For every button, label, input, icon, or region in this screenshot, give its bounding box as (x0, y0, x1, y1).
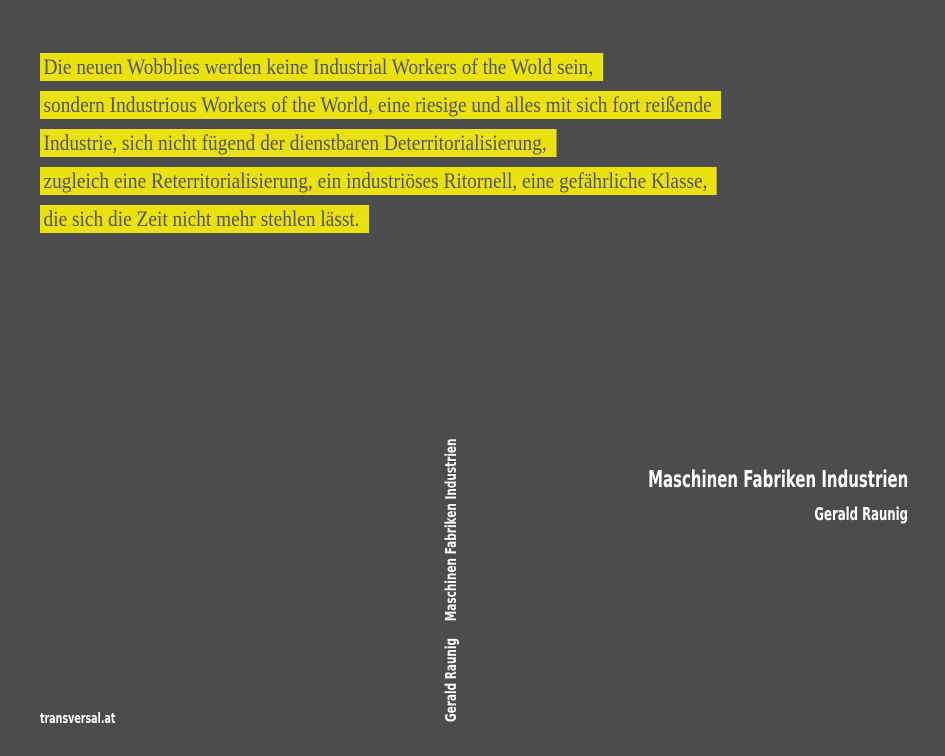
publisher-block (40, 708, 151, 727)
book-title: Maschinen Fabriken Industrien (647, 467, 908, 493)
quote-row (40, 53, 814, 81)
book-spine (441, 400, 461, 722)
book-author: Gerald Raunig (814, 504, 908, 525)
quote-row (40, 205, 814, 233)
quote-line-3: Industrie, sich nicht fügend der dienstbaren Deterritorialisierung, (40, 129, 556, 157)
publisher-label: transversal.at (40, 711, 116, 727)
quote-row (40, 129, 814, 157)
back-cover-quote (40, 53, 814, 243)
quote-line-4: zugleich eine Reterritorialisierung, ein industriöses Ritornell, eine gefährliche Klasse, (40, 167, 717, 195)
quote-line-5: die sich die Zeit nicht mehr stehlen lässt. (40, 205, 369, 233)
front-cover-title-block (508, 468, 908, 492)
quote-row (40, 91, 814, 119)
spine-author: Gerald Raunig (442, 637, 460, 722)
quote-row (40, 167, 814, 195)
quote-line-1: Die neuen Wobblies werden keine Industrial Workers of the Wold sein, (40, 53, 603, 81)
quote-line-2: sondern Industrious Workers of the World, eine riesige und alles mit sich fort reißende (40, 91, 721, 119)
spine-title: Maschinen Fabriken Industrien (442, 438, 460, 622)
front-cover-author-block (764, 505, 908, 524)
